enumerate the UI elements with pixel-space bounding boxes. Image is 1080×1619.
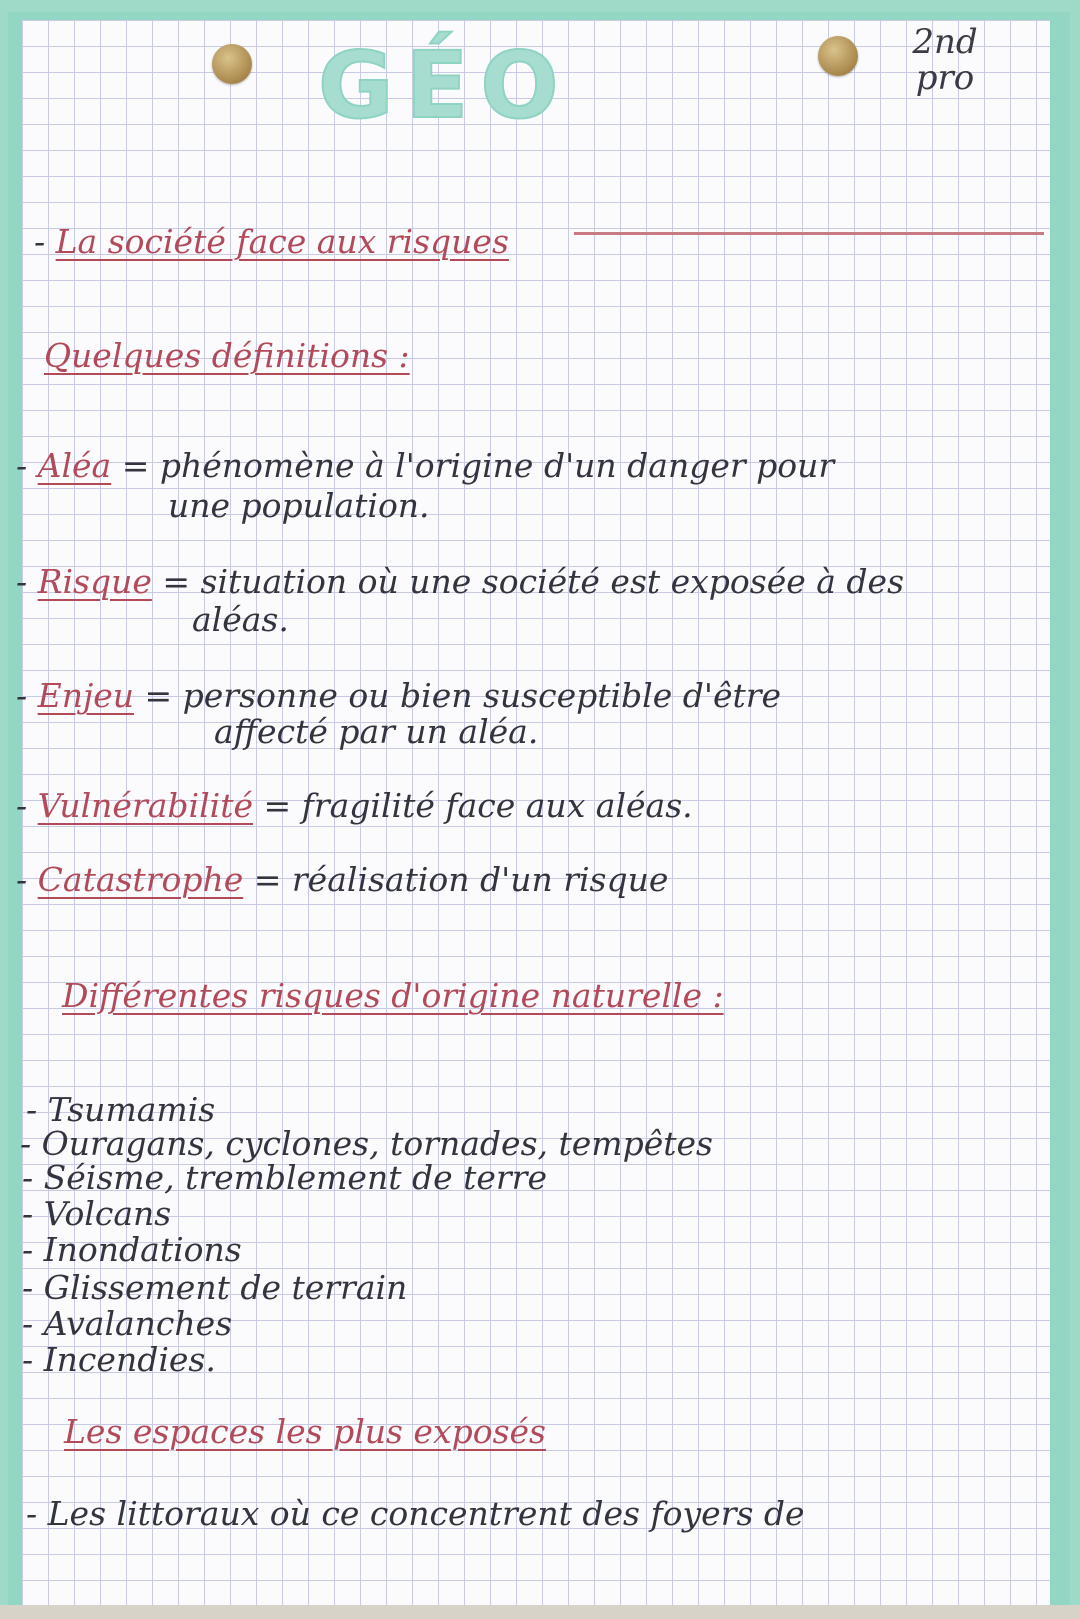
list-item: - Glissement de terrain	[22, 1268, 408, 1307]
definition-text-line2: aléas.	[192, 600, 289, 639]
definition-sep: =	[121, 446, 150, 485]
right-pin-icon	[818, 36, 858, 76]
list-item-text: Séisme, tremblement de terre	[43, 1158, 547, 1197]
section-title-rule	[574, 232, 1044, 235]
list-item: - Incendies.	[22, 1340, 216, 1379]
definition-term: Enjeu	[37, 676, 134, 715]
grade-label	[890, 24, 1000, 96]
grade-line-1: 2nd	[912, 22, 978, 62]
definitions-heading: Quelques définitions :	[44, 336, 410, 375]
list-item-text: Inondations	[43, 1230, 242, 1269]
definition-text-line1: situation où une société est exposée à des	[200, 562, 905, 601]
definition-row: - Catastrophe = réalisation d'un risque	[16, 860, 669, 899]
definition-text-line1: personne ou bien susceptible d'être	[182, 676, 782, 715]
definitions-heading-row	[44, 336, 410, 375]
list-item-text: Glissement de terrain	[43, 1268, 408, 1307]
exposed-spaces-heading: Les espaces les plus exposés	[64, 1412, 546, 1451]
definition-term: Vulnérabilité	[37, 786, 253, 825]
definition-sep: =	[263, 786, 292, 825]
definition-text-line1: fragilité face aux aléas.	[301, 786, 693, 825]
page-bottom-edge	[0, 1605, 1080, 1619]
list-item: - Séisme, tremblement de terre	[22, 1158, 547, 1197]
list-item: - Volcans	[22, 1194, 172, 1233]
definition-text-line1: phénomène à l'origine d'un danger pour	[159, 446, 835, 485]
list-item-text: Avalanches	[43, 1304, 233, 1343]
natural-risks-heading-row	[62, 976, 724, 1015]
definition-text-line2: une population.	[168, 486, 430, 525]
list-item: - Tsumamis	[26, 1090, 216, 1129]
definition-sep: =	[162, 562, 191, 601]
natural-risks-heading: Différentes risques d'origine naturelle :	[62, 976, 724, 1015]
section-title-row: - La société face aux risques	[34, 222, 509, 261]
definition-term: Risque	[37, 562, 152, 601]
left-pin-icon	[212, 44, 252, 84]
list-item-text: Volcans	[43, 1194, 172, 1233]
section-title: La société face aux risques	[55, 222, 509, 261]
definition-row: - Enjeu = personne ou bien susceptible d'être	[16, 676, 782, 715]
definition-text-line2: affecté par un aléa.	[214, 712, 539, 751]
page-title: GÉO	[318, 32, 571, 139]
definition-text-line1: réalisation d'un risque	[291, 860, 669, 899]
definition-term: Catastrophe	[37, 860, 244, 899]
list-item-text: Incendies.	[43, 1340, 216, 1379]
list-item-text: Ouragans, cyclones, tornades, tempêtes	[41, 1124, 713, 1163]
exposed-spaces-heading-row	[64, 1412, 546, 1451]
definition-sep: =	[144, 676, 173, 715]
exposed-spaces-text: Les littoraux où ce concentrent des foyers de	[47, 1494, 805, 1533]
definition-sep: =	[253, 860, 282, 899]
definition-row: - Risque = situation où une société est exposée à des	[16, 562, 905, 601]
definition-term: Aléa	[37, 446, 112, 485]
list-item: - Ouragans, cyclones, tornades, tempêtes	[20, 1124, 713, 1163]
definition-row: - Vulnérabilité = fragilité face aux aléas.	[16, 786, 693, 825]
definition-row: - Aléa = phénomène à l'origine d'un danger pour	[16, 446, 835, 485]
grade-line-2: pro	[915, 58, 975, 98]
list-item: - Inondations	[22, 1230, 242, 1269]
exposed-spaces-line: - Les littoraux où ce concentrent des foyers de	[26, 1494, 805, 1533]
list-item: - Avalanches	[22, 1304, 233, 1343]
list-item-text: Tsumamis	[47, 1090, 216, 1129]
